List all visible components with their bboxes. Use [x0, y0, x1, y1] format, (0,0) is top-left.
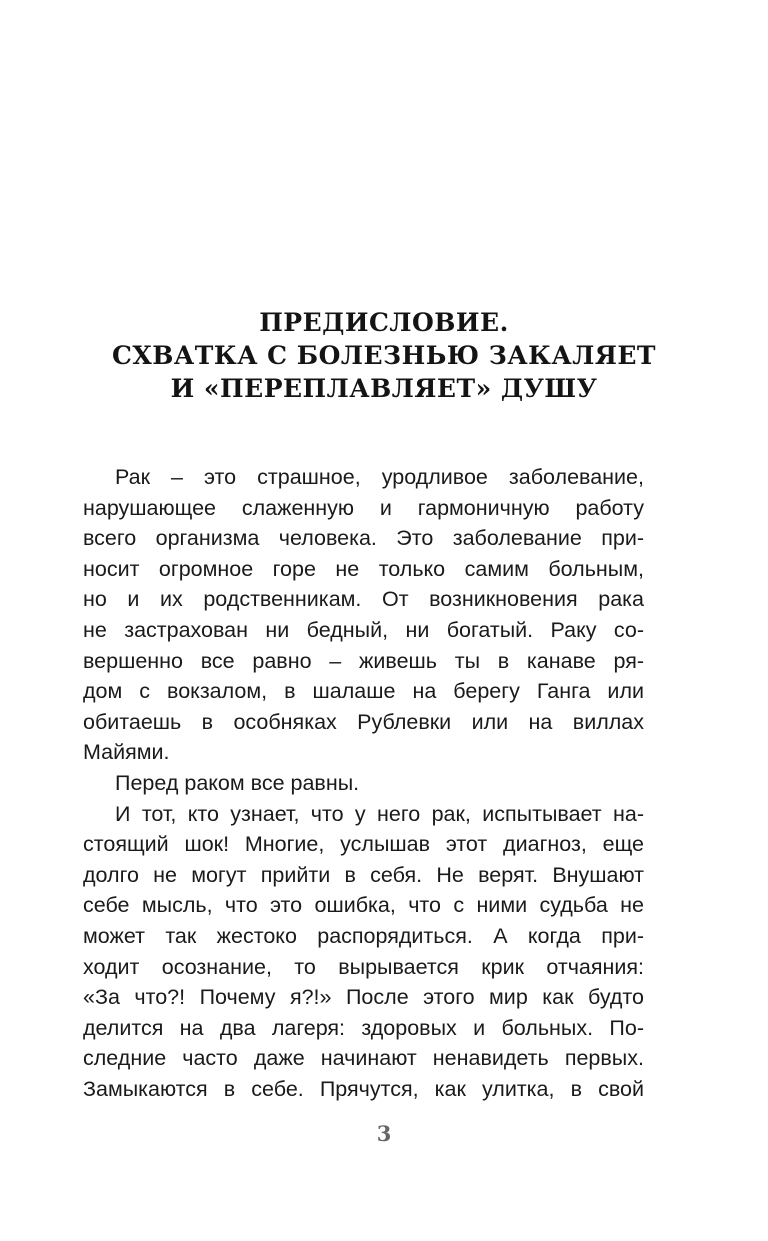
text-line: Майями.: [83, 740, 170, 765]
text-line: Замыкаются в себе. Прячутся, как улитка, в свой: [83, 1076, 644, 1101]
text-line: может так жестоко распорядиться. А когда при-: [83, 923, 644, 948]
page-number: 3: [376, 1121, 392, 1146]
text-line: дом с вокзалом, в шалаше на берегу Ганга или: [83, 679, 644, 704]
text-line: всего организма человека. Это заболевание при-: [83, 526, 644, 551]
text-line: «За что?! Почему я?!» После этого мир как будто: [83, 985, 644, 1010]
text-line: следние часто даже начинают ненавидеть первых.: [83, 1046, 644, 1071]
text-line: И тот, кто узнает, что у него рак, испытывает на-: [115, 801, 644, 826]
text-line: Рак – это страшное, уродливое заболевание,: [115, 465, 644, 489]
text-line: делится на два лагеря: здоровых и больных. По-: [83, 1015, 644, 1040]
text-line: не застрахован ни бедный, ни богатый. Раку со-: [83, 617, 644, 642]
text-line: стоящий шок! Многие, услышав этот диагноз, еще: [83, 832, 644, 857]
text-line: себе мысль, что это ошибка, что с ними судьба не: [83, 893, 644, 918]
heading-line: ПРЕДИСЛОВИЕ.: [259, 308, 509, 337]
text-line: носит огромное горе не только самим больным,: [83, 556, 644, 581]
text-line: но и их родственникам. От возникновения рака: [83, 587, 644, 612]
text-line: Перед раком все равны.: [115, 770, 360, 795]
heading-line: СХВАТКА С БОЛЕЗНЬЮ ЗАКАЛЯЕТ: [111, 341, 657, 370]
chapter-heading: [0, 306, 768, 405]
text-line: ходит осознание, то вырывается крик отчаяния:: [83, 954, 644, 979]
text-line: нарушающее слаженную и гармоничную работу: [83, 495, 644, 520]
body-text: [83, 462, 644, 1104]
text-line: обитаешь в особняках Рублевки или на виллах: [83, 709, 644, 734]
text-line: вершенно все равно – живешь ты в канаве ря-: [83, 648, 644, 673]
heading-line: И «ПЕРЕПЛАВЛЯЕТ» ДУШУ: [170, 374, 598, 403]
text-line: долго не могут прийти в себя. Не верят. Внушают: [83, 862, 644, 887]
